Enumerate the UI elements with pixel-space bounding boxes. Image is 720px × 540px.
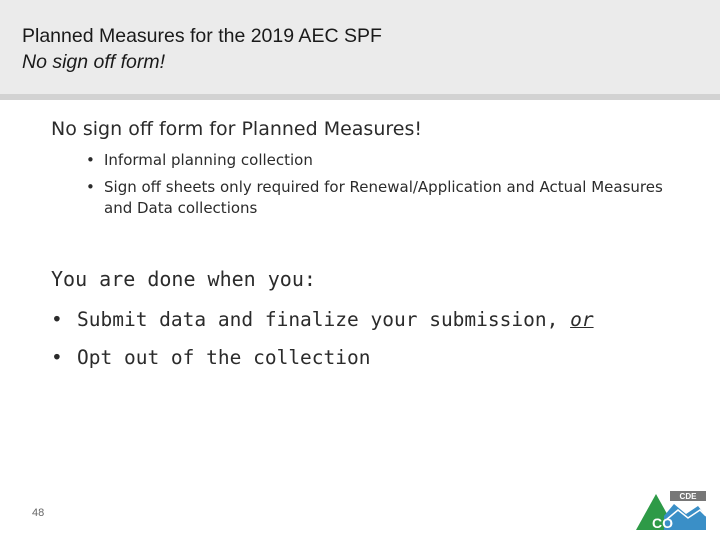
logo-co-text: CO [652,515,673,531]
slide-subtitle: No sign off form! [22,51,166,73]
list-item: • Opt out of the collection [51,345,594,383]
section-heading-done: You are done when you: [51,267,316,291]
list-item: • Sign off sheets only required for Renewal/Application and Actual Measures and Data collections [86,177,686,219]
or-emphasis: or [570,308,594,331]
slide-title: Planned Measures for the 2019 AEC SPF [22,25,382,47]
list-item: • Informal planning collection [86,150,686,171]
bullet-text: Submit data and finalize your submission, [77,308,571,331]
logo-cde-text: CDE [679,492,697,501]
slide-header [0,0,720,100]
cde-colorado-logo-icon [634,490,708,532]
done-bullet-list [51,307,594,383]
page-number: 48 [32,507,45,519]
sign-off-bullet-list [86,150,686,225]
section-heading-sign-off: No sign off form for Planned Measures! [51,118,422,140]
list-item [51,307,594,345]
